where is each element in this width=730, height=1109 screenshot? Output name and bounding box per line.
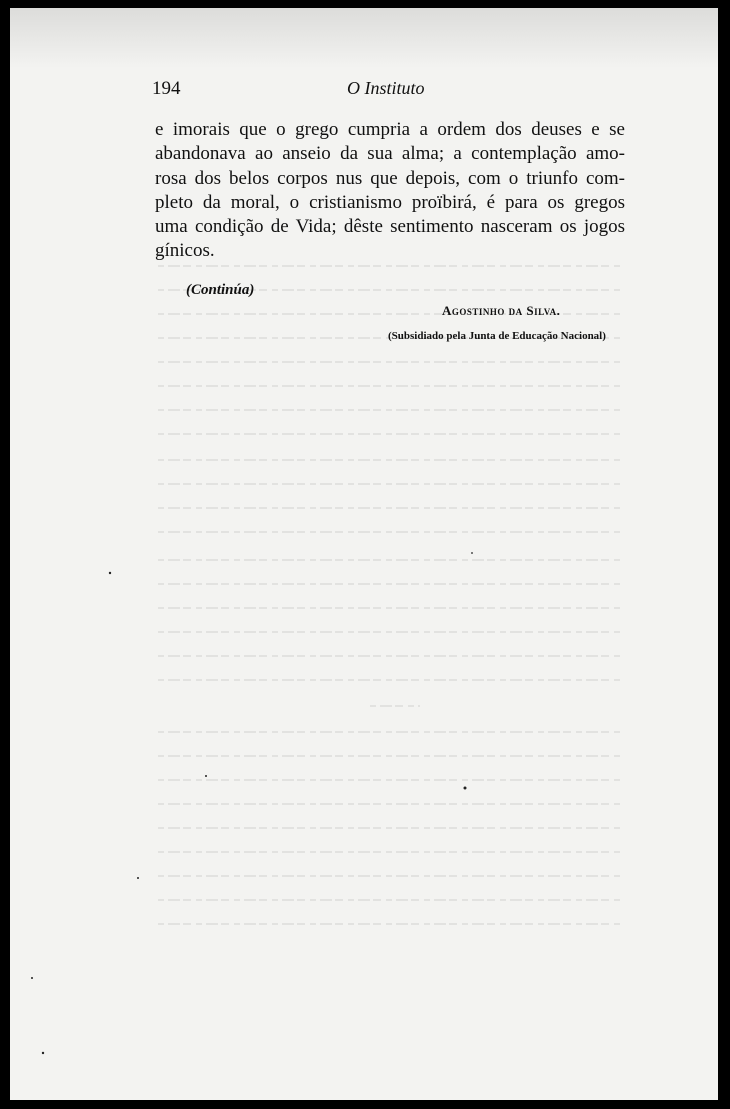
page-top-shade bbox=[10, 8, 718, 68]
body-paragraph bbox=[155, 118, 625, 264]
body-line: uma condição de Vida; dêste sentimento nasceram os jogos bbox=[155, 216, 625, 238]
author-signature: Agostinho da Silva. bbox=[442, 303, 561, 318]
body-line: gínicos. bbox=[155, 240, 215, 262]
journal-title: O Instituto bbox=[347, 78, 425, 98]
body-line: e imorais que o grego cumpria a ordem dos deuses e se bbox=[155, 119, 625, 140]
page-number: 194 bbox=[152, 78, 181, 99]
continuation-note: (Continúa) bbox=[186, 282, 255, 298]
body-line: abandonava ao anseio da sua alma; a contemplação amo- bbox=[155, 143, 625, 165]
book-page bbox=[10, 8, 718, 1100]
body-line: rosa dos belos corpos nus que depois, com o triunfo com- bbox=[155, 167, 625, 189]
funding-note: (Subsidiado pela Junta de Educação Nacional) bbox=[388, 330, 606, 342]
running-head bbox=[152, 78, 622, 106]
body-line: pleto da moral, o cristianismo proïbirá, é para os gregos bbox=[155, 191, 625, 213]
